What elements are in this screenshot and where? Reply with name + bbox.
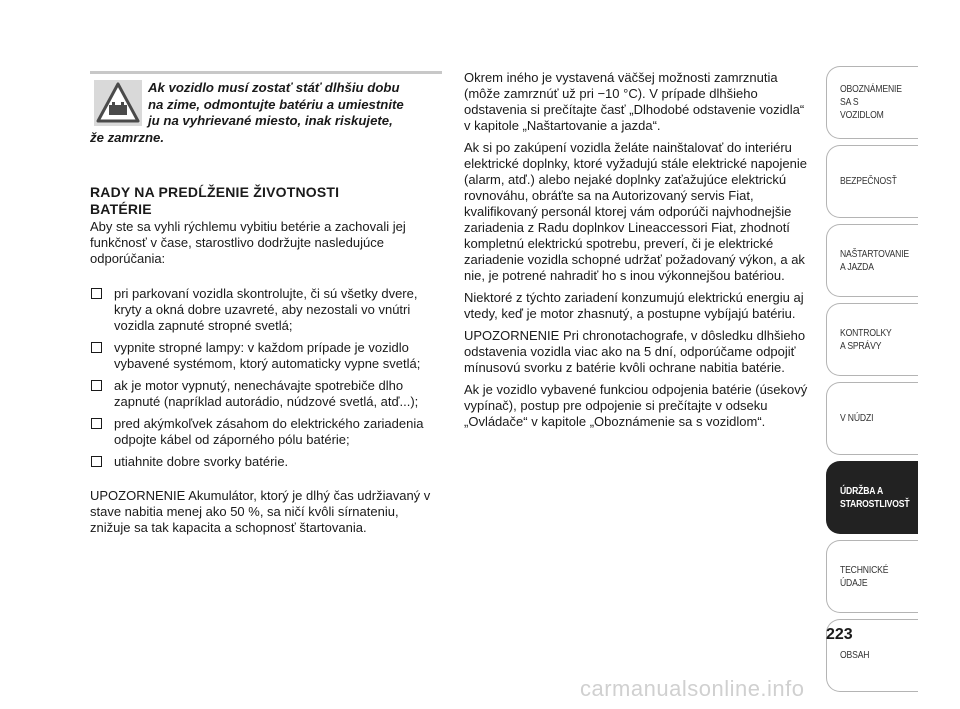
tab-kontrolky[interactable] bbox=[826, 303, 918, 376]
paragraph: Ak si po zakúpení vozidla želáte nainštalovať do interiéru elektrické doplnky, ktoré vyžadujú stále elektrické napojenie (alarm, atď.) alebo nejaké doplnky zaťažujúce elektrickú rovnováhu, obráťte sa na Autorizovaný servis Fiat, kvalifikovaný personál ktorej vám odporúči najvhodnejšie zariadenia z Radu doplnkov Lineaccessori Fiat, zhodnotí kompletnú elektrickú spotrebu, preverí, či je elektrické zariadenie vozidla schopné udržať požadovaný výkon, a ak nie, je potrené nahradiť ho s inou výkonnejšou batériou. bbox=[464, 140, 807, 283]
page-number: 223 bbox=[826, 626, 853, 643]
list-item-text: vypnite stropné lampy: v každom prípade je vozidlo vybavené systémom, ktorý automaticky vypne svetlá; bbox=[114, 340, 421, 371]
warning-line: Ak vozidlo musí zostať stáť dlhšiu dobu bbox=[148, 80, 400, 95]
list-item bbox=[90, 454, 442, 470]
tab-v-nudzi[interactable] bbox=[826, 382, 918, 455]
warning-text bbox=[90, 80, 442, 130]
paragraph: Niektoré z týchto zariadení konzumujú elektrickú energiu aj vtedy, keď je motor zhasnutý, a postupne vybíjajú batériu. bbox=[464, 290, 804, 321]
list-item bbox=[90, 416, 442, 448]
intro-paragraph: Aby ste sa vyhli rýchlemu vybitiu betérie a zachovali jej funkčnosť v čase, starostlivo dodržujte nasledujúce odporúčania: bbox=[90, 219, 406, 266]
list-item-text: pred akýmkoľvek zásahom do elektrického zariadenia odpojte kábel od záporného pólu batérie; bbox=[114, 416, 424, 447]
right-column bbox=[464, 70, 812, 436]
tab-label: V NÚDZI bbox=[840, 412, 874, 424]
heading-line: RADY NA PREDĹŽENIE ŽIVOTNOSTI bbox=[90, 184, 340, 200]
list-item-text: pri parkovaní vozidla skontrolujte, či sú všetky dvere, kryty a okná dobre uzavreté, aby nezostali vo vnútri vozidla zapnuté stropné svetlá; bbox=[114, 286, 418, 333]
warning-triangle-battery-icon bbox=[94, 80, 142, 126]
paragraph: Ak je vozidlo vybavené funkciou odpojenia batérie (úsekový vypínač), postup pre odpojenie si prečítajte v odseku „Ovládače“ v kapitole „Oboznámenie sa s vozidlom“. bbox=[464, 382, 808, 429]
tab-label: BEZPEČNOSŤ bbox=[840, 175, 897, 187]
list-item bbox=[90, 378, 442, 410]
battery-note: UPOZORNENIE Akumulátor, ktorý je dlhý čas udržiavaný v stave nabitia menej ako 50 %, sa ničí kvôli sírnateniu, znižuje sa tak kapacita a schopnosť štartovania. bbox=[90, 488, 431, 535]
tab-label: OBSAH bbox=[840, 649, 870, 661]
warning-box bbox=[90, 80, 442, 146]
list-item bbox=[90, 286, 442, 334]
tab-label: KONTROLKY A SPRÁVY bbox=[840, 326, 892, 352]
paragraph: UPOZORNENIE Pri chronotachografe, v dôsledku dlhšieho odstavenia vozidla viac ako na 5 dní, odporúčame odpojiť mínusovú svorku z batérie kvôli ochrane nabitia batérie. bbox=[464, 328, 806, 375]
tab-label: NAŠTARTOVANIE A JAZDA bbox=[840, 247, 910, 273]
warning-line: na zime, odmontujte batériu a umiestnite bbox=[148, 96, 404, 112]
tab-label: ÚDRŽBA A STAROSTLIVOSŤ bbox=[840, 484, 910, 510]
section-top-rule bbox=[90, 71, 442, 74]
warning-last-line: že zamrzne. bbox=[90, 129, 165, 145]
tab-label: OBOZNÁMENIE SA S VOZIDLOM bbox=[840, 83, 902, 121]
checkbox-bullet-icon bbox=[91, 342, 102, 353]
tab-udrzba[interactable] bbox=[826, 461, 918, 534]
list-item bbox=[90, 340, 442, 372]
list-item-text: ak je motor vypnutý, nenechávajte spotrebiče dlho zapnuté (napríklad autorádio, núdzové svetlá, atď...); bbox=[114, 378, 419, 409]
checkbox-bullet-icon bbox=[91, 288, 102, 299]
checkbox-bullet-icon bbox=[91, 380, 102, 391]
paragraph: Okrem iného je vystavená väčšej možnosti zamrznutia (môže zamrznúť už pri −10 °C). V prípade dlhšieho odstavenia si prečítajte časť „Dlhodobé odstavenie vozidla“ v kapitole „Naštartovanie a jazda“. bbox=[464, 70, 805, 133]
section-heading bbox=[90, 184, 442, 218]
chapter-tabs bbox=[826, 66, 918, 698]
heading-line: BATÉRIE bbox=[90, 201, 152, 217]
tab-bezpecnost[interactable] bbox=[826, 145, 918, 218]
warning-line: ju na vyhrievané miesto, inak riskujete, bbox=[148, 113, 393, 128]
checkbox-bullet-icon bbox=[91, 456, 102, 467]
tab-nastartovanie[interactable] bbox=[826, 224, 918, 297]
checkbox-bullet-icon bbox=[91, 418, 102, 429]
watermark: carmanualsonline.info bbox=[580, 676, 805, 701]
list-item-text: utiahnite dobre svorky batérie. bbox=[114, 454, 289, 469]
tab-label: TECHNICKÉ ÚDAJE bbox=[840, 563, 889, 589]
recommendation-list bbox=[90, 286, 442, 476]
tab-oboznamenie[interactable] bbox=[826, 66, 918, 139]
tab-technicke[interactable] bbox=[826, 540, 918, 613]
